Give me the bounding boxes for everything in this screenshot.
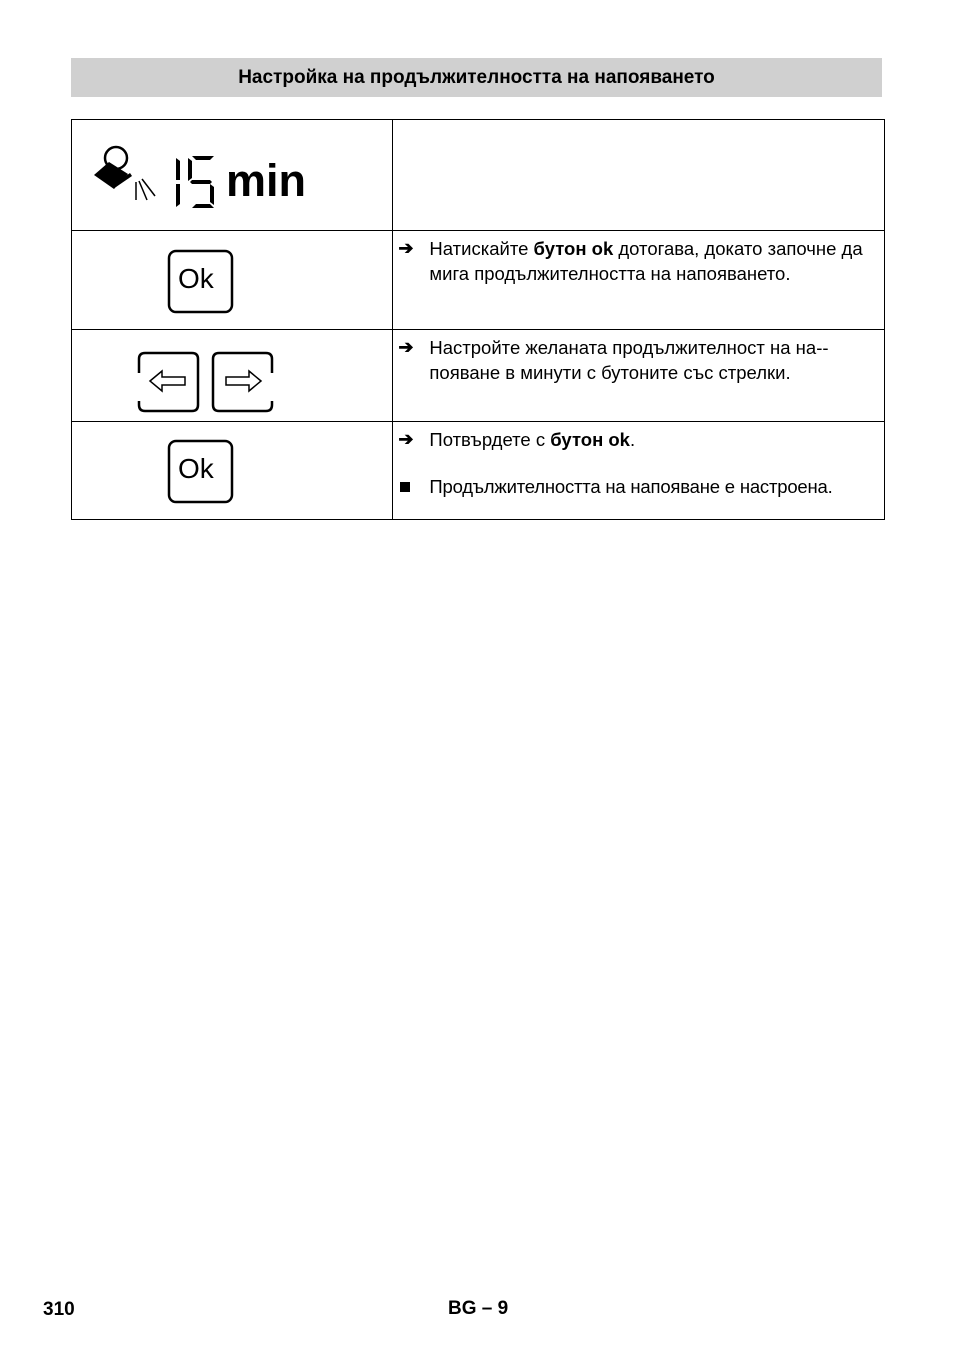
step-row <box>72 422 885 520</box>
display-unit: min <box>226 155 307 206</box>
right-arrow-button[interactable] <box>213 353 272 411</box>
lcd-display <box>92 144 312 219</box>
step-row <box>72 231 885 330</box>
arrow-buttons <box>137 351 277 422</box>
ok-button-label: Ok <box>178 263 214 294</box>
display-row <box>72 120 885 231</box>
display-value <box>172 152 173 153</box>
ok-button-label: Ok <box>178 453 214 484</box>
step-instruction: ➔ Потвърдете с бутон ok. <box>398 429 636 450</box>
ok-button[interactable] <box>167 249 235 320</box>
page-label: BG – 9 <box>448 1298 509 1319</box>
digit-five <box>188 156 214 208</box>
watering-can-icon <box>94 147 155 200</box>
ok-button[interactable] <box>167 439 235 510</box>
left-arrow-button[interactable] <box>139 353 198 411</box>
left-arrow-icon <box>150 371 185 391</box>
step-row <box>72 330 885 422</box>
section-title: Настройка на продължителността на напояването <box>71 58 882 97</box>
arrow-bullet-icon: ➔ <box>398 337 414 357</box>
step-instruction: ➔ Настройте желаната продължителност на на-появане в минути с бутоните със стрелки. <box>398 337 829 383</box>
display-description <box>393 120 885 231</box>
page-number: 310 <box>43 1299 75 1320</box>
step-result: Продължителността на напояване е настроена. <box>393 474 882 499</box>
square-bullet-icon <box>400 482 410 492</box>
digit-one <box>176 158 180 207</box>
arrow-bullet-icon: ➔ <box>398 429 414 449</box>
arrow-bullet-icon: ➔ <box>398 238 414 258</box>
step-instruction: ➔ Натискайте бутон ok дотогава, докато започне да мига продължителността на напояването. <box>398 238 863 284</box>
instruction-table <box>71 119 885 520</box>
right-arrow-icon <box>226 371 261 391</box>
